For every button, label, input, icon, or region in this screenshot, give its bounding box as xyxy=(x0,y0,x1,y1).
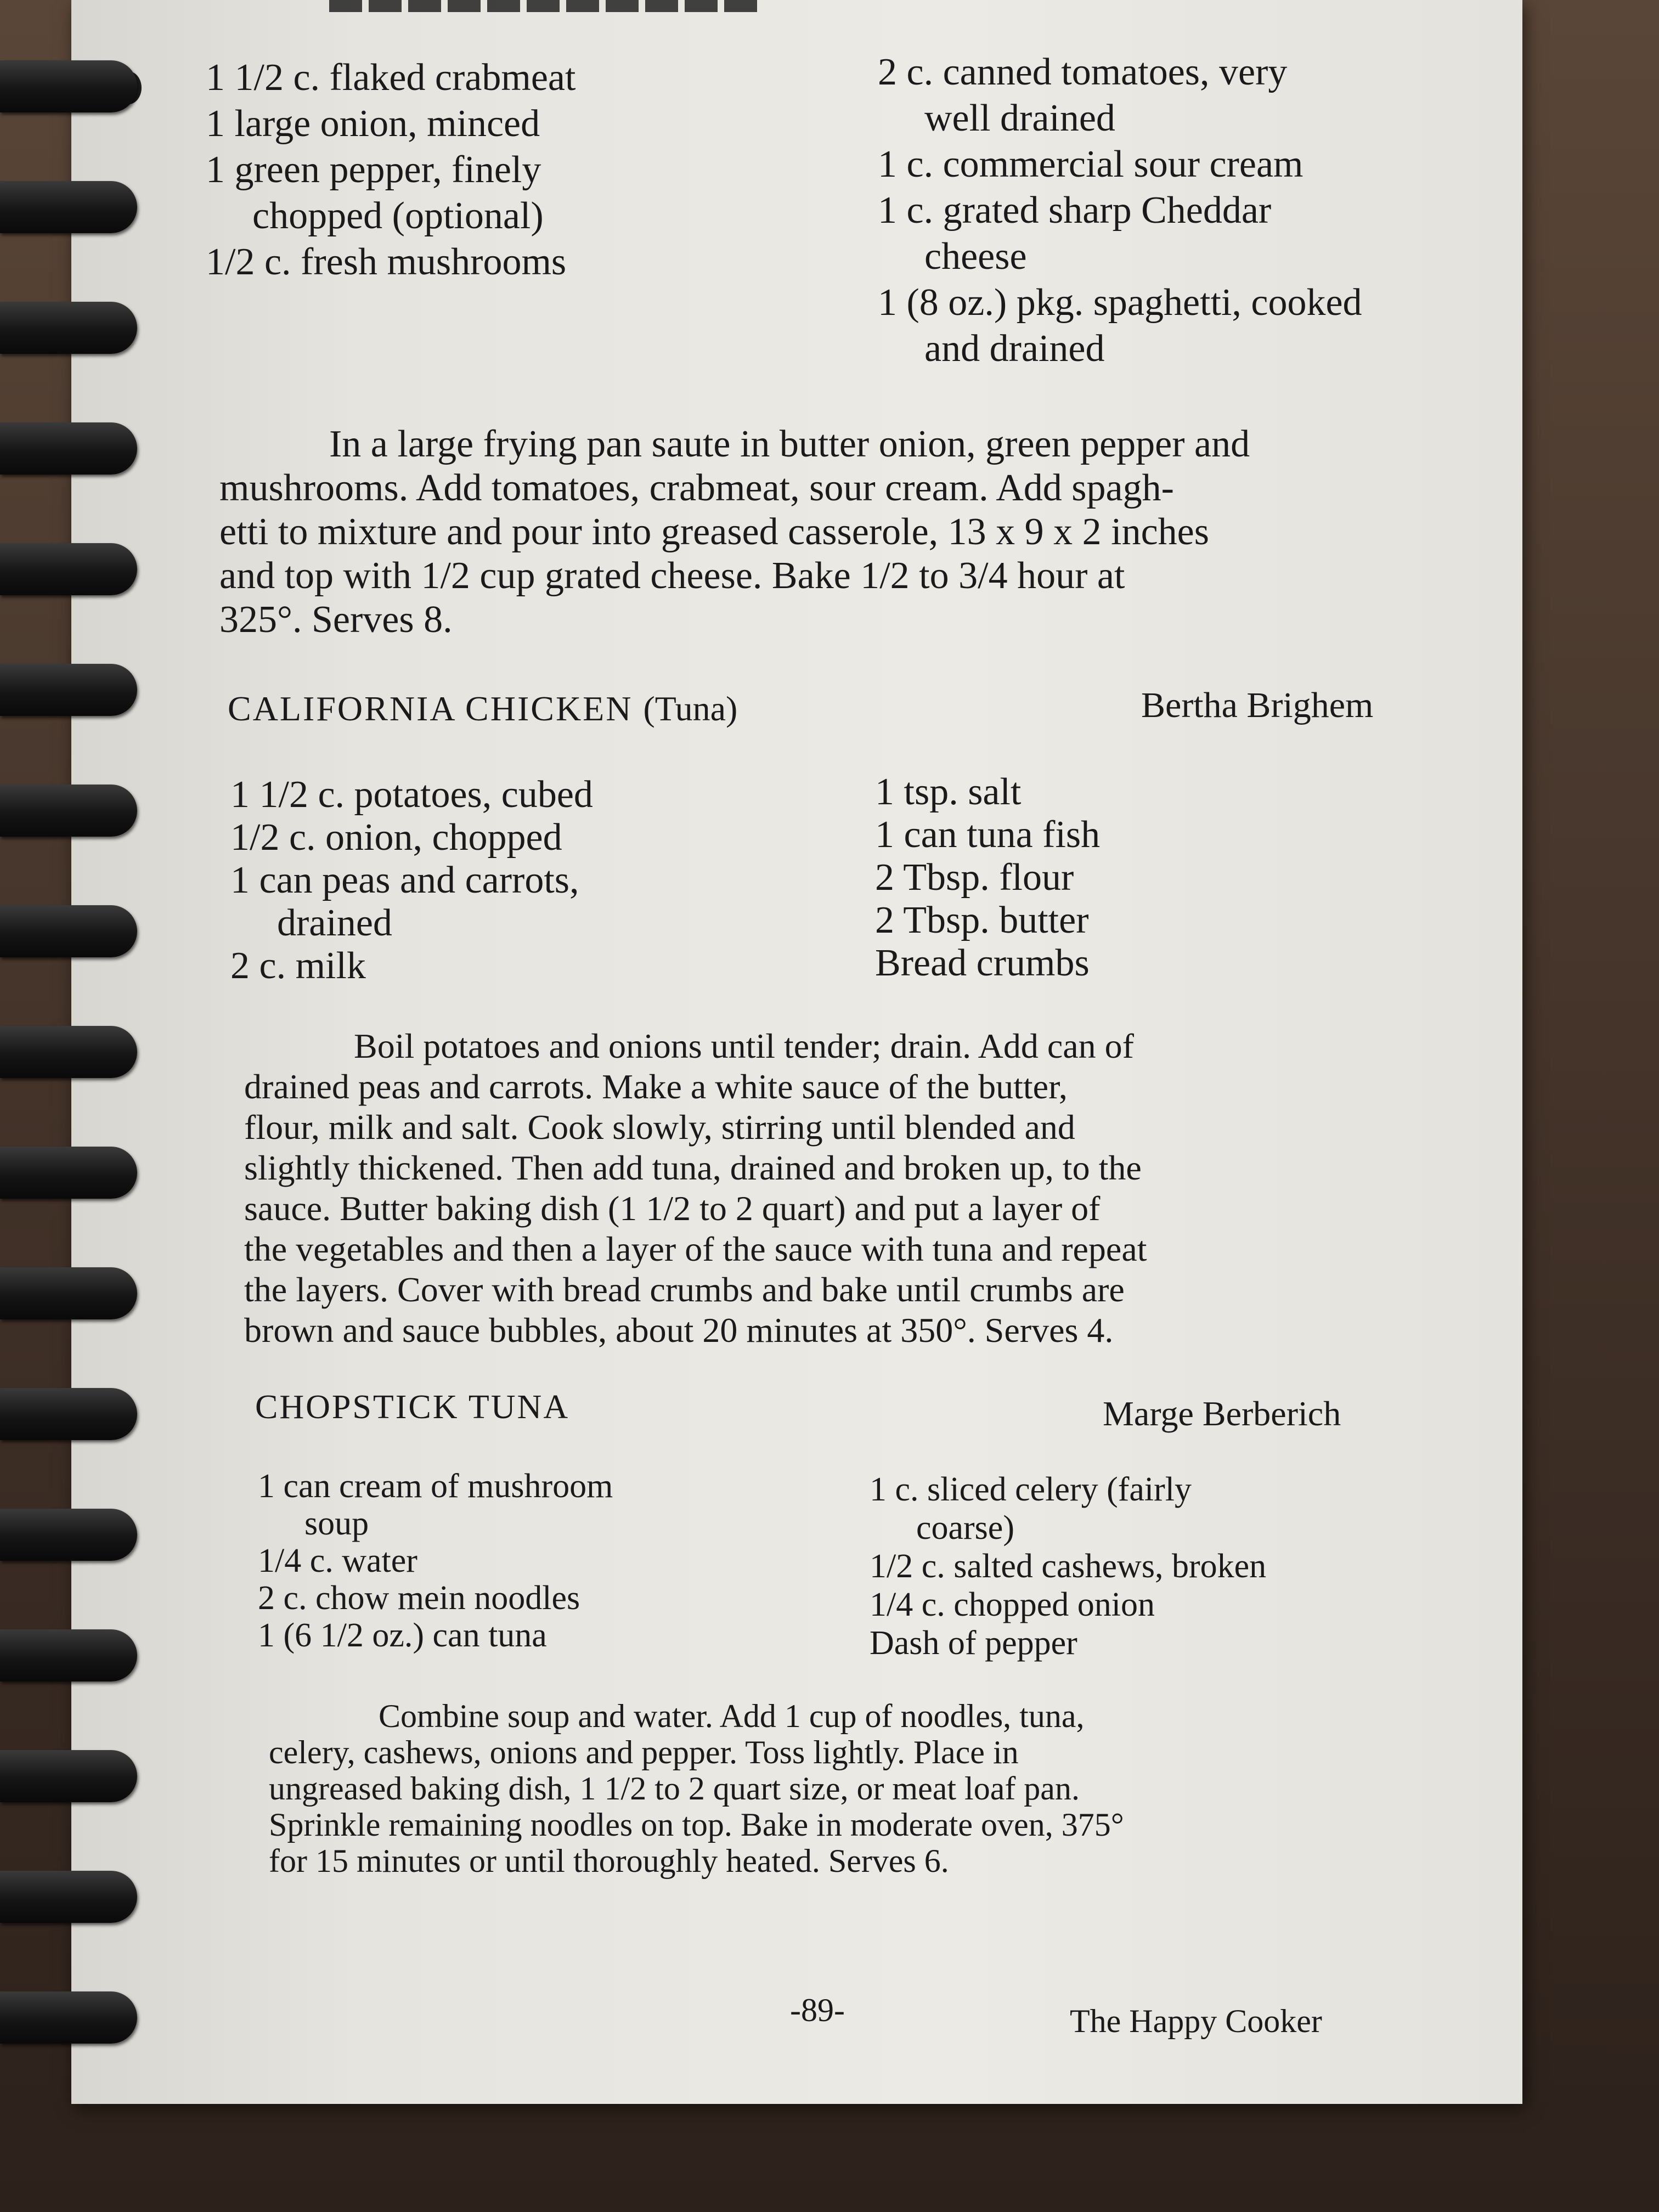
recipe3-right-ingredients xyxy=(870,1470,1266,1662)
recipe2-right-ingredients xyxy=(875,771,1100,985)
ingredient: 1/4 c. water xyxy=(258,1542,417,1579)
ingredient: 1/2 c. salted cashews, broken xyxy=(870,1548,1267,1585)
direction-line: sauce. Butter baking dish (1 1/2 to 2 quart) and put a layer of xyxy=(244,1189,1101,1228)
ingredient: 1/2 c. onion, chopped xyxy=(230,816,562,859)
binding-ring xyxy=(0,302,137,354)
recipe3-title: CHOPSTICK TUNA xyxy=(255,1389,570,1426)
binding-ring xyxy=(0,181,137,233)
recipe2-author: Bertha Brighem xyxy=(1141,685,1374,725)
recipe1-right-ingredients xyxy=(878,49,1362,372)
ingredient: Bread crumbs xyxy=(875,942,1090,984)
ingredient: 2 c. milk xyxy=(230,945,366,987)
ingredient: 1 (6 1/2 oz.) can tuna xyxy=(258,1617,547,1654)
ingredient: drained xyxy=(277,902,392,944)
direction-line: Sprinkle remaining noodles on top. Bake in moderate oven, 375° xyxy=(269,1807,1124,1843)
ingredient: 2 c. canned tomatoes, very xyxy=(878,51,1288,93)
binding-ring xyxy=(0,1991,137,2044)
direction-line: In a large frying pan saute in butter onion, green pepper and xyxy=(329,423,1250,465)
ingredient: and drained xyxy=(924,328,1105,370)
recipe2-directions xyxy=(244,1026,1147,1351)
recipe2-title xyxy=(228,689,737,729)
ingredient: 2 c. chow mein noodles xyxy=(258,1579,580,1617)
recipe1-left-ingredients xyxy=(206,55,575,285)
recipe1-directions xyxy=(219,422,1250,642)
direction-line: and top with 1/2 cup grated cheese. Bake 1/2 to 3/4 hour at xyxy=(219,555,1125,597)
direction-line: the vegetables and then a layer of the sauce with tuna and repeat xyxy=(244,1229,1147,1268)
binding-ring xyxy=(0,1750,137,1802)
spiral-binding xyxy=(0,0,198,2104)
recipe-title-text: CALIFORNIA CHICKEN xyxy=(228,689,633,728)
cropped-heading-fragment xyxy=(329,0,757,12)
binding-ring xyxy=(0,543,137,595)
binding-ring xyxy=(0,60,137,112)
binding-ring xyxy=(0,1509,137,1561)
direction-line: drained peas and carrots. Make a white sauce of the butter, xyxy=(244,1067,1068,1106)
ingredient: 1 1/2 c. potatoes, cubed xyxy=(230,774,593,816)
binding-ring xyxy=(0,422,137,475)
book-title: The Happy Cooker xyxy=(1070,2003,1322,2039)
ingredient: 1 can tuna fish xyxy=(875,814,1101,856)
binding-ring xyxy=(0,1147,137,1199)
direction-line: Combine soup and water. Add 1 cup of noodles, tuna, xyxy=(379,1698,1085,1734)
direction-line: mushrooms. Add tomatoes, crabmeat, sour cream. Add spagh- xyxy=(219,467,1174,509)
ingredient: 1 1/2 c. flaked crabmeat xyxy=(206,57,576,99)
direction-line: celery, cashews, onions and pepper. Toss lightly. Place in xyxy=(269,1734,1019,1770)
page-number: -89- xyxy=(790,1992,845,2028)
direction-line: Boil potatoes and onions until tender; drain. Add can of xyxy=(354,1026,1134,1065)
recipe3-directions xyxy=(269,1698,1124,1879)
ingredient: cheese xyxy=(924,235,1027,278)
ingredient: 1 can cream of mushroom xyxy=(258,1468,613,1505)
direction-line: slightly thickened. Then add tuna, drained and broken up, to the xyxy=(244,1148,1142,1187)
ingredient: 2 Tbsp. flour xyxy=(875,856,1074,899)
cookbook-page xyxy=(71,0,1522,2104)
direction-line: flour, milk and salt. Cook slowly, stirring until blended and xyxy=(244,1108,1075,1147)
binding-ring xyxy=(0,1026,137,1078)
ingredient: well drained xyxy=(924,97,1115,139)
binding-ring xyxy=(0,785,137,837)
ingredient: coarse) xyxy=(916,1509,1014,1547)
recipe3-left-ingredients xyxy=(258,1468,613,1654)
ingredient: 1 can peas and carrots, xyxy=(230,859,579,901)
ingredient: 1 tsp. salt xyxy=(875,771,1022,813)
ingredient: chopped (optional) xyxy=(252,195,544,237)
binding-ring xyxy=(0,1267,137,1319)
direction-line: brown and sauce bubbles, about 20 minutes at 350°. Serves 4. xyxy=(244,1311,1114,1350)
binding-ring xyxy=(0,1388,137,1440)
ingredient: 2 Tbsp. butter xyxy=(875,899,1089,941)
direction-line: the layers. Cover with bread crumbs and bake until crumbs are xyxy=(244,1270,1125,1309)
ingredient: 1 c. commercial sour cream xyxy=(878,143,1304,185)
ingredient: 1/2 c. fresh mushrooms xyxy=(206,241,567,283)
binding-ring xyxy=(0,664,137,716)
recipe2-left-ingredients xyxy=(230,774,593,988)
ingredient: soup xyxy=(304,1505,369,1542)
ingredient: Dash of pepper xyxy=(870,1624,1077,1662)
ingredient: 1 c. grated sharp Cheddar xyxy=(878,189,1272,232)
ingredient: 1 c. sliced celery (fairly xyxy=(870,1471,1192,1508)
ingredient: 1/4 c. chopped onion xyxy=(870,1586,1155,1623)
binding-ring xyxy=(0,1629,137,1681)
direction-line: for 15 minutes or until thoroughly heated. Serves 6. xyxy=(269,1843,949,1879)
direction-line: etti to mixture and pour into greased casserole, 13 x 9 x 2 inches xyxy=(219,511,1209,553)
binding-ring xyxy=(0,1871,137,1923)
binding-ring xyxy=(0,905,137,957)
ingredient: 1 large onion, minced xyxy=(206,103,540,145)
recipe-subtitle: (Tuna) xyxy=(643,689,738,728)
direction-line: ungreased baking dish, 1 1/2 to 2 quart size, or meat loaf pan. xyxy=(269,1770,1080,1807)
ingredient: 1 (8 oz.) pkg. spaghetti, cooked xyxy=(878,281,1362,324)
direction-line: 325°. Serves 8. xyxy=(219,599,453,641)
ingredient: 1 green pepper, finely xyxy=(206,149,541,191)
recipe3-author: Marge Berberich xyxy=(1103,1394,1341,1433)
